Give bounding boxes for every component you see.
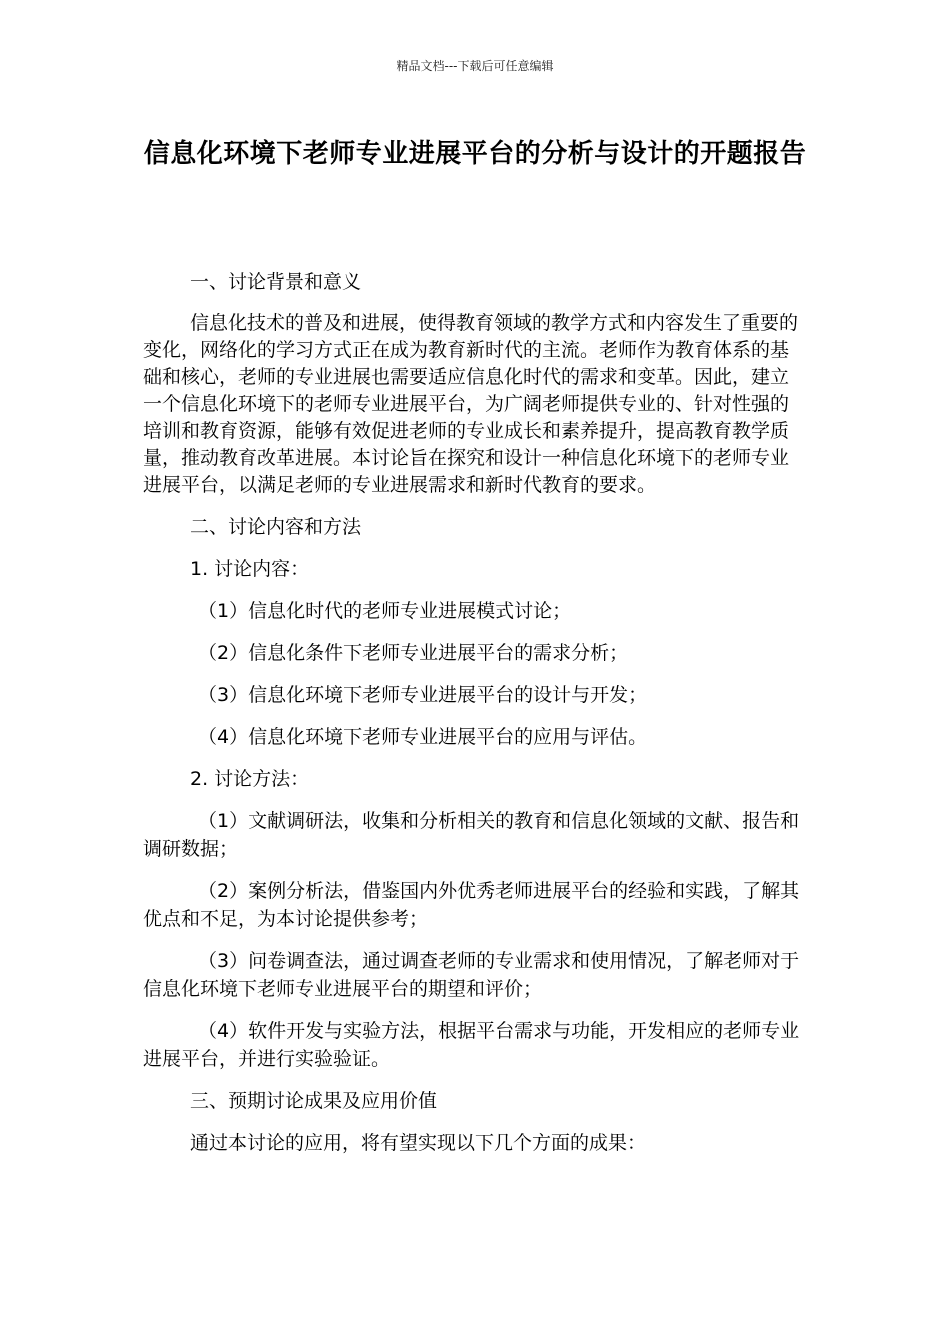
section-3-heading: 三、预期讨论成果及应用价值 [190,1090,438,1112]
method-item: （1）文献调研法，收集和分析相关的教育和信息化领域的文献、报告和调研数据； [143,810,800,860]
section-2-heading: 二、讨论内容和方法 [190,516,362,538]
section-1-paragraph: 信息化技术的普及和进展，使得教育领域的教学方式和内容发生了重要的变化，网络化的学习方式正在成为教育新时代的主流。老师作为教育体系的基础和核心，老师的专业进展也需要适应信息化时代的需求和变革。因此，建立一个信息化环境下的老师专业进展平台，为广阔老师提供专业的、针对性强的培训和教育资源，能够有效促进老师的专业成长和素养提升，提高教育教学质量，推动教育改革进展。本讨论旨在探究和设计一种信息化环境下的老师专业进展平台，以满足老师的专业进展需求和新时代教育的要求。 [143,312,799,496]
content-subheading: 1. 讨论内容： [190,558,310,580]
method-item: （3）问卷调查法，通过调查老师的专业需求和使用情况，了解老师对于信息化环境下老师专业进展平台的期望和评价； [143,950,800,1000]
document-body [143,268,807,1171]
section-3-paragraph: 通过本讨论的应用，将有望实现以下几个方面的成果： [190,1132,647,1154]
content-item: （3）信息化环境下老师专业进展平台的设计与开发； [198,684,648,706]
method-item: （2）案例分析法，借鉴国内外优秀老师进展平台的经验和实践，了解其优点和不足，为本讨论提供参考； [143,880,800,930]
content-item: （2）信息化条件下老师专业进展平台的需求分析； [198,642,629,664]
content-item: （4）信息化环境下老师专业进展平台的应用与评估。 [198,726,648,748]
content-item: （1）信息化时代的老师专业进展模式讨论； [198,600,572,622]
document-title: 信息化环境下老师专业进展平台的分析与设计的开题报告 [143,139,807,169]
method-subheading: 2. 讨论方法： [190,768,310,790]
section-1-heading: 一、讨论背景和意义 [190,271,362,293]
header-note: 精品文档---下载后可任意编辑 [396,59,554,73]
method-item: （4）软件开发与实验方法，根据平台需求与功能，开发相应的老师专业进展平台，并进行实验验证。 [143,1020,800,1070]
